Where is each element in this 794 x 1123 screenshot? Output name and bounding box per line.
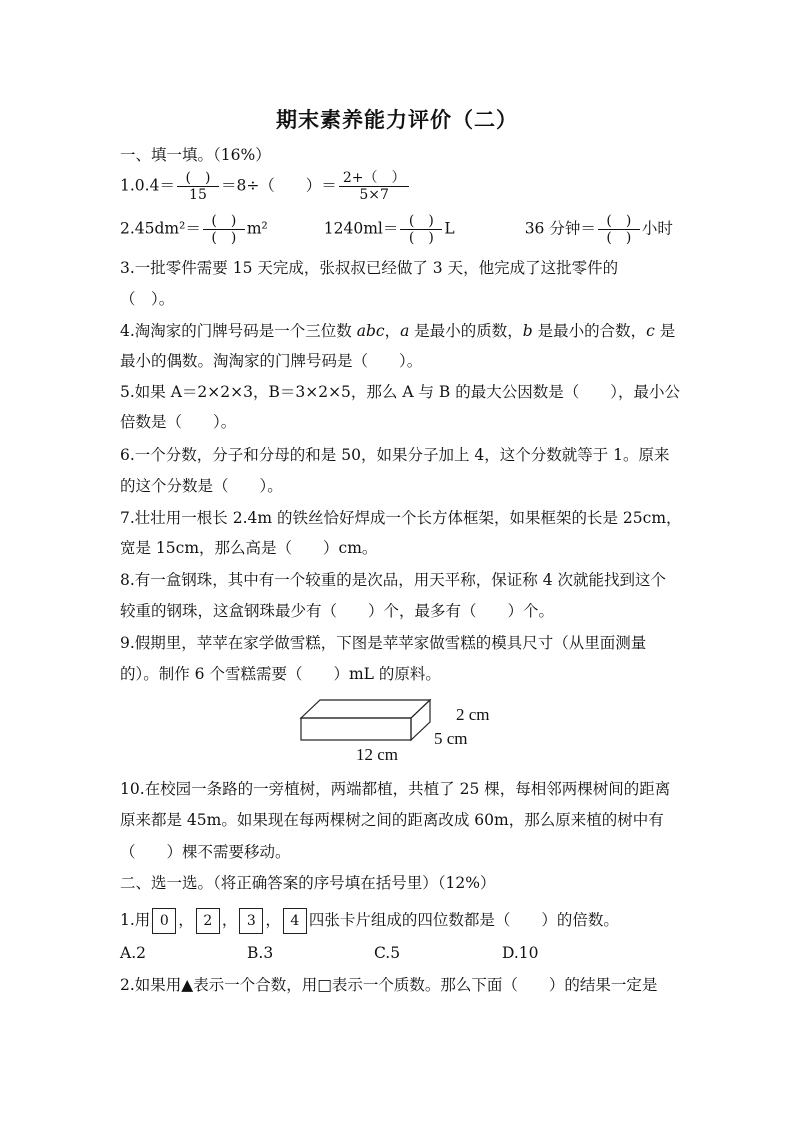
fraction-denominator: ( ) [211,230,237,246]
question-10-line-2: 原来都是 45m。如果现在每两棵树之间的距离改成 60m，那么原来植的树中有 [120,811,664,829]
q2-mid-2: 36 分钟＝ [524,219,596,238]
section2-heading: 二、选一选。（将正确答案的序号填在括号里）（12%） [120,874,496,892]
number-card: 4 [283,908,307,934]
section2-question-2-line-1: 2.如果用▲表示一个合数，用□表示一个质数。那么下面（ ）的结果一定是 [120,976,658,994]
cuboid-top-face [301,700,430,718]
option-b: B.3 [247,944,274,962]
q2-unit-2: L [444,219,455,238]
q4-var-c: c [646,322,655,340]
q4-var-a: a [400,322,410,340]
q2-fraction-3 [598,213,640,246]
q4-text-2: ， [384,322,401,340]
question-8-line-1: 8.有一盒钢珠，其中有一个较重的是次品，用天平称，保证称 4 次就能找到这个 [120,571,667,589]
cuboid-mold-figure [298,696,432,744]
question-5-line-2: 倍数是（ ）。 [120,413,237,431]
question-3-line-1: 3.一批零件需要 15 天完成，张叔叔已经做了 3 天，他完成了这批零件的 [120,259,619,277]
fraction-denominator: ( ) [606,230,632,246]
question-7-line-2: 宽是 15cm，那么高是（ ）cm。 [120,539,378,557]
fraction-numerator: ( ) [408,213,434,229]
section1-heading: 一、填一填。（16%） [120,146,271,164]
q4-text-3: 是最小的质数， [409,322,523,340]
q4-var-b: b [522,322,533,340]
cuboid-front-face [301,718,411,740]
q2-unit-1: m² [246,219,268,238]
q2-fraction-1 [203,213,245,246]
question-4-line-1 [120,321,675,341]
cuboid-side-face [411,700,430,740]
s2-q1-prefix: 1.用 [120,911,151,929]
figure-height-label: 2 cm [456,705,490,724]
s2-q1-suffix: 四张卡片组成的四位数都是（ ）的倍数。 [308,911,619,929]
question-8-line-2: 较重的钢珠，这盒钢珠最少有（ ）个，最多有（ ）个。 [120,602,555,620]
q4-var-abc: abc [356,322,385,340]
question-10-line-3: （ ）棵不需要移动。 [120,843,291,861]
q1-mid: ＝8÷（ ）＝ [220,176,337,195]
page-title: 期末素养能力评价（二） [276,108,518,132]
question-7-line-1: 7.壮壮用一根长 2.4m 的铁丝恰好焊成一个长方体框架，如果框架的长是 25cm， [120,509,682,527]
option-c: C.5 [374,944,401,962]
fraction-denominator: 15 [189,187,207,203]
question-9-line-2: 的）。制作 6 个雪糕需要（ ）mL 的原料。 [120,665,441,683]
question-6-line-2: 的这个分数是（ ）。 [120,477,283,495]
figure-width-label: 5 cm [434,729,468,748]
q4-text-1: 4.淘淘家的门牌号码是一个三位数 [120,322,357,340]
fraction-numerator: ( ) [211,213,237,229]
fraction-denominator: ( ) [408,230,434,246]
option-d: D.10 [502,944,539,962]
number-card: 3 [239,908,263,934]
q2-mid: 1240ml＝ [323,219,399,238]
q4-text-5: 是 [654,322,676,340]
option-a: A.2 [120,944,146,962]
q1-fraction-2 [339,170,410,203]
fraction-numerator: ( ) [606,213,632,229]
q4-text-4: 是最小的合数， [532,322,647,340]
q1-prefix: 1.0.4＝ [120,176,175,195]
fraction-numerator: 2+（ ） [342,170,406,186]
question-6-line-1: 6.一个分数，分子和分母的和是 50，如果分子加上 4，这个分数就等于 1。原来 [120,446,670,464]
q1-fraction-1 [177,170,219,203]
question-9-line-1: 9.假期里，苹苹在家学做雪糕，下图是苹苹家做雪糕的模具尺寸（从里面测量 [120,634,647,652]
figure-length-label: 12 cm [356,745,399,764]
q2-unit-3: 小时 [641,219,673,238]
q2-prefix: 2.45dm²＝ [120,219,201,238]
number-card: 0 [152,908,176,934]
fraction-denominator: 5×7 [359,187,389,203]
question-3-line-2: （ ）。 [120,290,175,308]
section2-question-1: 1.用 0 ， 2 ， 3 ， 4 四张卡片组成的四位数都是（ ）的倍数。 [120,908,619,934]
question-1 [120,170,411,203]
question-10-line-1: 10.在校园一条路的一旁植树，两端都植，共植了 25 棵，每相邻两棵树间的距离 [120,780,671,798]
q2-fraction-2 [400,213,442,246]
question-5-line-1: 5.如果 A＝2×2×3，B＝3×2×5，那么 A 与 B 的最大公因数是（ ），最小公 [120,383,680,401]
number-card: 2 [196,908,220,934]
question-4-line-2: 最小的偶数。淘淘家的门牌号码是（ ）。 [120,352,423,370]
fraction-numerator: ( ) [185,170,211,186]
question-2 [120,213,673,246]
